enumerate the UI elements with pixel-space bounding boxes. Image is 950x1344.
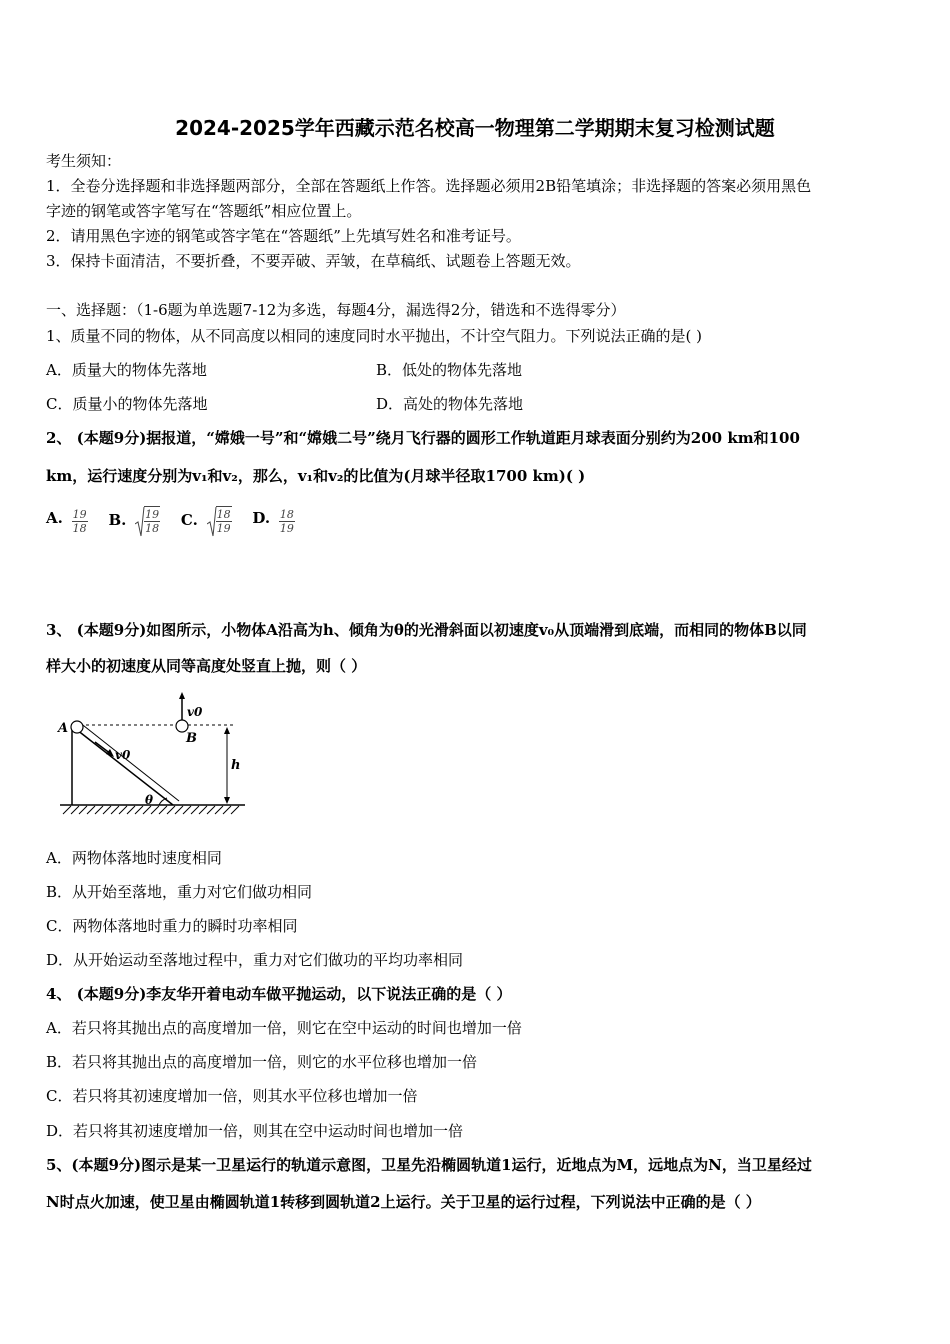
label-h: h: [231, 758, 241, 773]
q4-option-c: C．若只将其初速度增加一倍，则其水平位移也增加一倍: [46, 1087, 418, 1105]
question-2-line1: 2、 (本题9分)据报道，“嫦娥一号”和“嫦娥二号”绕月飞行器的圆形工作轨道距月球表面分别约为200 km和100: [46, 429, 800, 447]
incline-figure: [55, 690, 255, 820]
q4-option-b: B．若只将其抛出点的高度增加一倍，则它的水平位移也增加一倍: [46, 1053, 478, 1071]
q2-option-a-label: A.: [46, 509, 63, 527]
label-b: B: [186, 731, 197, 746]
ground-hatch: [63, 806, 239, 814]
notice-item: 1．全卷分选择题和非选择题两部分，全部在答题纸上作答。选择题必须用2B铅笔填涂；非选择题的答案必须用黑色: [46, 177, 812, 195]
question-2-line2: km，运行速度分别为v₁和v₂，那么，v₁和v₂的比值为(月球半径取1700 km)( ): [46, 467, 586, 485]
notice-heading: 考生须知：: [46, 152, 122, 170]
arrowhead-icon: [224, 797, 230, 804]
q1-option-c: C．质量小的物体先落地: [46, 395, 208, 413]
question-3-line1: 3、 (本题9分)如图所示，小物体A沿高为h、倾角为θ的光滑斜面以初速度v₀从顶端滑到底端，而相同的物体B以同: [46, 621, 807, 639]
question-5-line1: 5、(本题9分)图示是某一卫星运行的轨道示意图，卫星先沿椭圆轨道1运行，近地点为M，远地点为N，当卫星经过: [46, 1156, 812, 1174]
radical-sign-icon: [135, 506, 145, 538]
arrowhead-icon: [224, 727, 230, 734]
q3-option-c: C．两物体落地时重力的瞬时功率相同: [46, 917, 298, 935]
q4-option-a: A．若只将其抛出点的高度增加一倍，则它在空中运动的时间也增加一倍: [46, 1019, 522, 1037]
q1-option-a: A．质量大的物体先落地: [46, 361, 207, 379]
ball-a: [71, 721, 83, 733]
page-title: 2024-2025学年西藏示范名校高一物理第二学期期末复习检测试题: [175, 116, 775, 140]
q2-option-d: [252, 508, 294, 535]
q4-option-d: D．若只将其初速度增加一倍，则其在空中运动时间也增加一倍: [46, 1122, 464, 1140]
sqrt-18-over-19: $\frac{18}{19}$: [207, 506, 232, 535]
question-1-stem: 1、质量不同的物体，从不同高度以相同的速度同时水平抛出，不计空气阻力。下列说法正确的是( ): [46, 327, 703, 345]
q2-options: [46, 506, 311, 548]
q1-option-b: B．低处的物体先落地: [376, 361, 523, 379]
label-v0-b: v0: [187, 705, 203, 719]
arrowhead-icon: [179, 692, 185, 699]
question-3-line2: 样大小的初速度从同等高度处竖直上抛，则（ ）: [46, 657, 367, 675]
question-5-line2: N时点火加速，使卫星由椭圆轨道1转移到圆轨道2上运行。关于卫星的运行过程，下列说法中正确的是（ ）: [46, 1193, 761, 1211]
section-heading: 一、选择题：（1-6题为单选题7-12为多选，每题4分，漏选得2分，错选和不选得零分）: [46, 301, 626, 319]
label-v0-a: v0: [115, 748, 131, 762]
notice-item: 2．请用黑色字迹的钢笔或答字笔在“答题纸”上先填写姓名和准考证号。: [46, 227, 521, 245]
q1-option-d: D．高处的物体先落地: [376, 395, 524, 413]
q3-option-b: B．从开始至落地，重力对它们做功相同: [46, 883, 313, 901]
q2-option-d-label: D.: [252, 509, 271, 527]
incline-slope: [72, 726, 173, 805]
notice-item: 3．保持卡面清洁，不要折叠，不要弄破、弄皱，在草稿纸、试题卷上答题无效。: [46, 252, 581, 270]
fraction-19-18: $\frac{19}{18}$: [72, 508, 87, 535]
notice-item: 字迹的钢笔或答字笔写在“答题纸”相应位置上。: [46, 202, 362, 220]
q2-option-c-label: C.: [180, 510, 198, 529]
q3-option-d: D．从开始运动至落地过程中，重力对它们做功的平均功率相同: [46, 951, 464, 969]
radical-sign-icon: [207, 506, 217, 538]
label-a: A: [58, 721, 69, 736]
label-theta: θ: [145, 793, 154, 807]
q2-option-c: [181, 506, 232, 535]
q3-option-a: A．两物体落地时速度相同: [46, 849, 222, 867]
q2-option-b-label: B.: [108, 510, 127, 529]
sqrt-19-over-18: $\frac{19}{18}$: [135, 506, 160, 535]
q2-option-b: [108, 506, 160, 535]
fraction-18-19: $\frac{18}{19}$: [279, 508, 294, 535]
question-4-stem: 4、 (本题9分)李友华开着电动车做平抛运动，以下说法正确的是（ ）: [46, 985, 512, 1003]
q2-option-a: [46, 508, 88, 535]
